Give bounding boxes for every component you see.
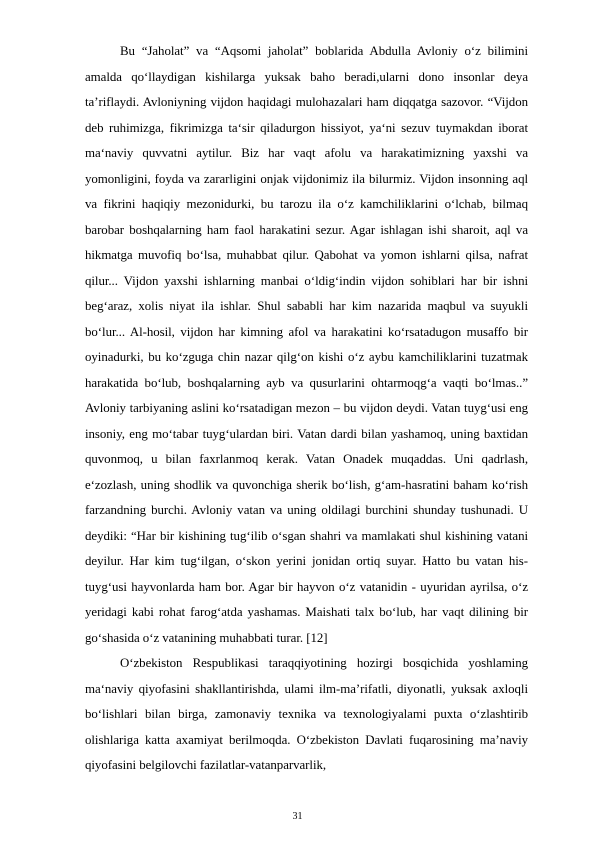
body-text <box>85 39 528 779</box>
page-number: 31 <box>292 811 303 822</box>
paragraph-uzbekistan-youth: O‘zbekiston Respublikasi taraqqiyotining hozirgi bosqichida yoshlaming ma‘naviy qiyofasini shakllantirishda, ulami ilm-ma’rifatli, diyonatli, yuksak axloqli bo‘lishlari bilan birga, zamonaviy texnika va texnologiyalami puxta o‘zlashtirib olishlariga katta axamiyat berilmoqda. O‘zbekiston Davlati fuqarosining ma’naviy qiyofasini belgilovchi fazilatlar-vatanparvarlik, <box>85 656 528 772</box>
paragraph-avloniy-vijdon-vatan: Bu “Jaholat” va “Aqsomi jaholat” boblarida Abdulla Avloniy o‘z bilimini amalda qo‘llaydigan kishilarga yuksak baho beradi,ularni dono insonlar deya ta’riflaydi. Avloniyning vijdon haqidagi mulohazalari ham diqqatga sazovor. “Vijdon deb ruhimizga, fikrimizga ta‘sir qiladurgon hissiyot, ya‘ni sezuv tuymakdan iborat ma‘naviy quvvatni aytilur. Biz har vaqt afolu va harakatimizning yaxshi va yomonligini, foyda va zararligini onjak vijdonimiz ila bilurmiz. Vijdon insonning aql va fikrini haqiqiy mezonidurki, bu tarozu ila o‘z kamchiliklarini o‘lchab, bilmaq barobar boshqalarning ham faol harakatini sezur. Agar ishlagan ishi sharoit, aql va hikmatga muvofiq bo‘lsa, muhabbat qilur. Qabohat va yomon ishlarni qilsa, nafrat qilur... Vijdon yaxshi ishlarning manbai o‘ldig‘indin vijdon sohiblari har bir ishni beg‘araz, xolis niyat ila ishlar. Shul sababli har kim nazarida maqbul va suyukli bo‘lur... Al-hosil, vijdon har kimning afol va harakatini ko‘rsatadugon musaffo bir oyinadurki, bu ko‘zguga chin nazar qilg‘on kishi o‘z aybu kamchiliklarini tuzatmak harakatida bo‘lub, boshqalarning ayb va qusurlarini ohtarmoqg‘a vaqti bo‘lmas..” Avloniy tarbiyaning aslini ko‘rsatadigan mezon – bu vijdon deydi. Vatan tuyg‘usi eng insoniy, eng mo‘tabar tuyg‘ulardan biri. Vatan dardi bilan yashamoq, uning baxtidan quvonmoq, u bilan faxrlanmoq kerak. Vatan Onadek muqaddas. Uni qadrlash, e‘zozlash, uning shodlik va quvonchiga sherik bo‘lish, g‘am-hasratini baham ko‘rish farzandning burchi. Avloniy vatan va uning oldilagi burchini shunday tushunadi. U deydiki: “Har bir kishining tug‘ilib o‘sgan shahri va mamlakati shul kishining vatani deyilur. Har kim tug‘ilgan, o‘skon yerini jonidan ortiq suyar. Hatto bu vatan his-tuyg‘usi hayvonlarda ham bor. Agar bir hayvon o‘z vatanidin - uyuridan ayrilsa, o‘z yeridagi kabi rohat farog‘atda yashamas. Maishati talx bo‘lub, har vaqt dilining bir go‘shasida o‘z vatanining muhabbati turar. [12] <box>85 44 528 645</box>
